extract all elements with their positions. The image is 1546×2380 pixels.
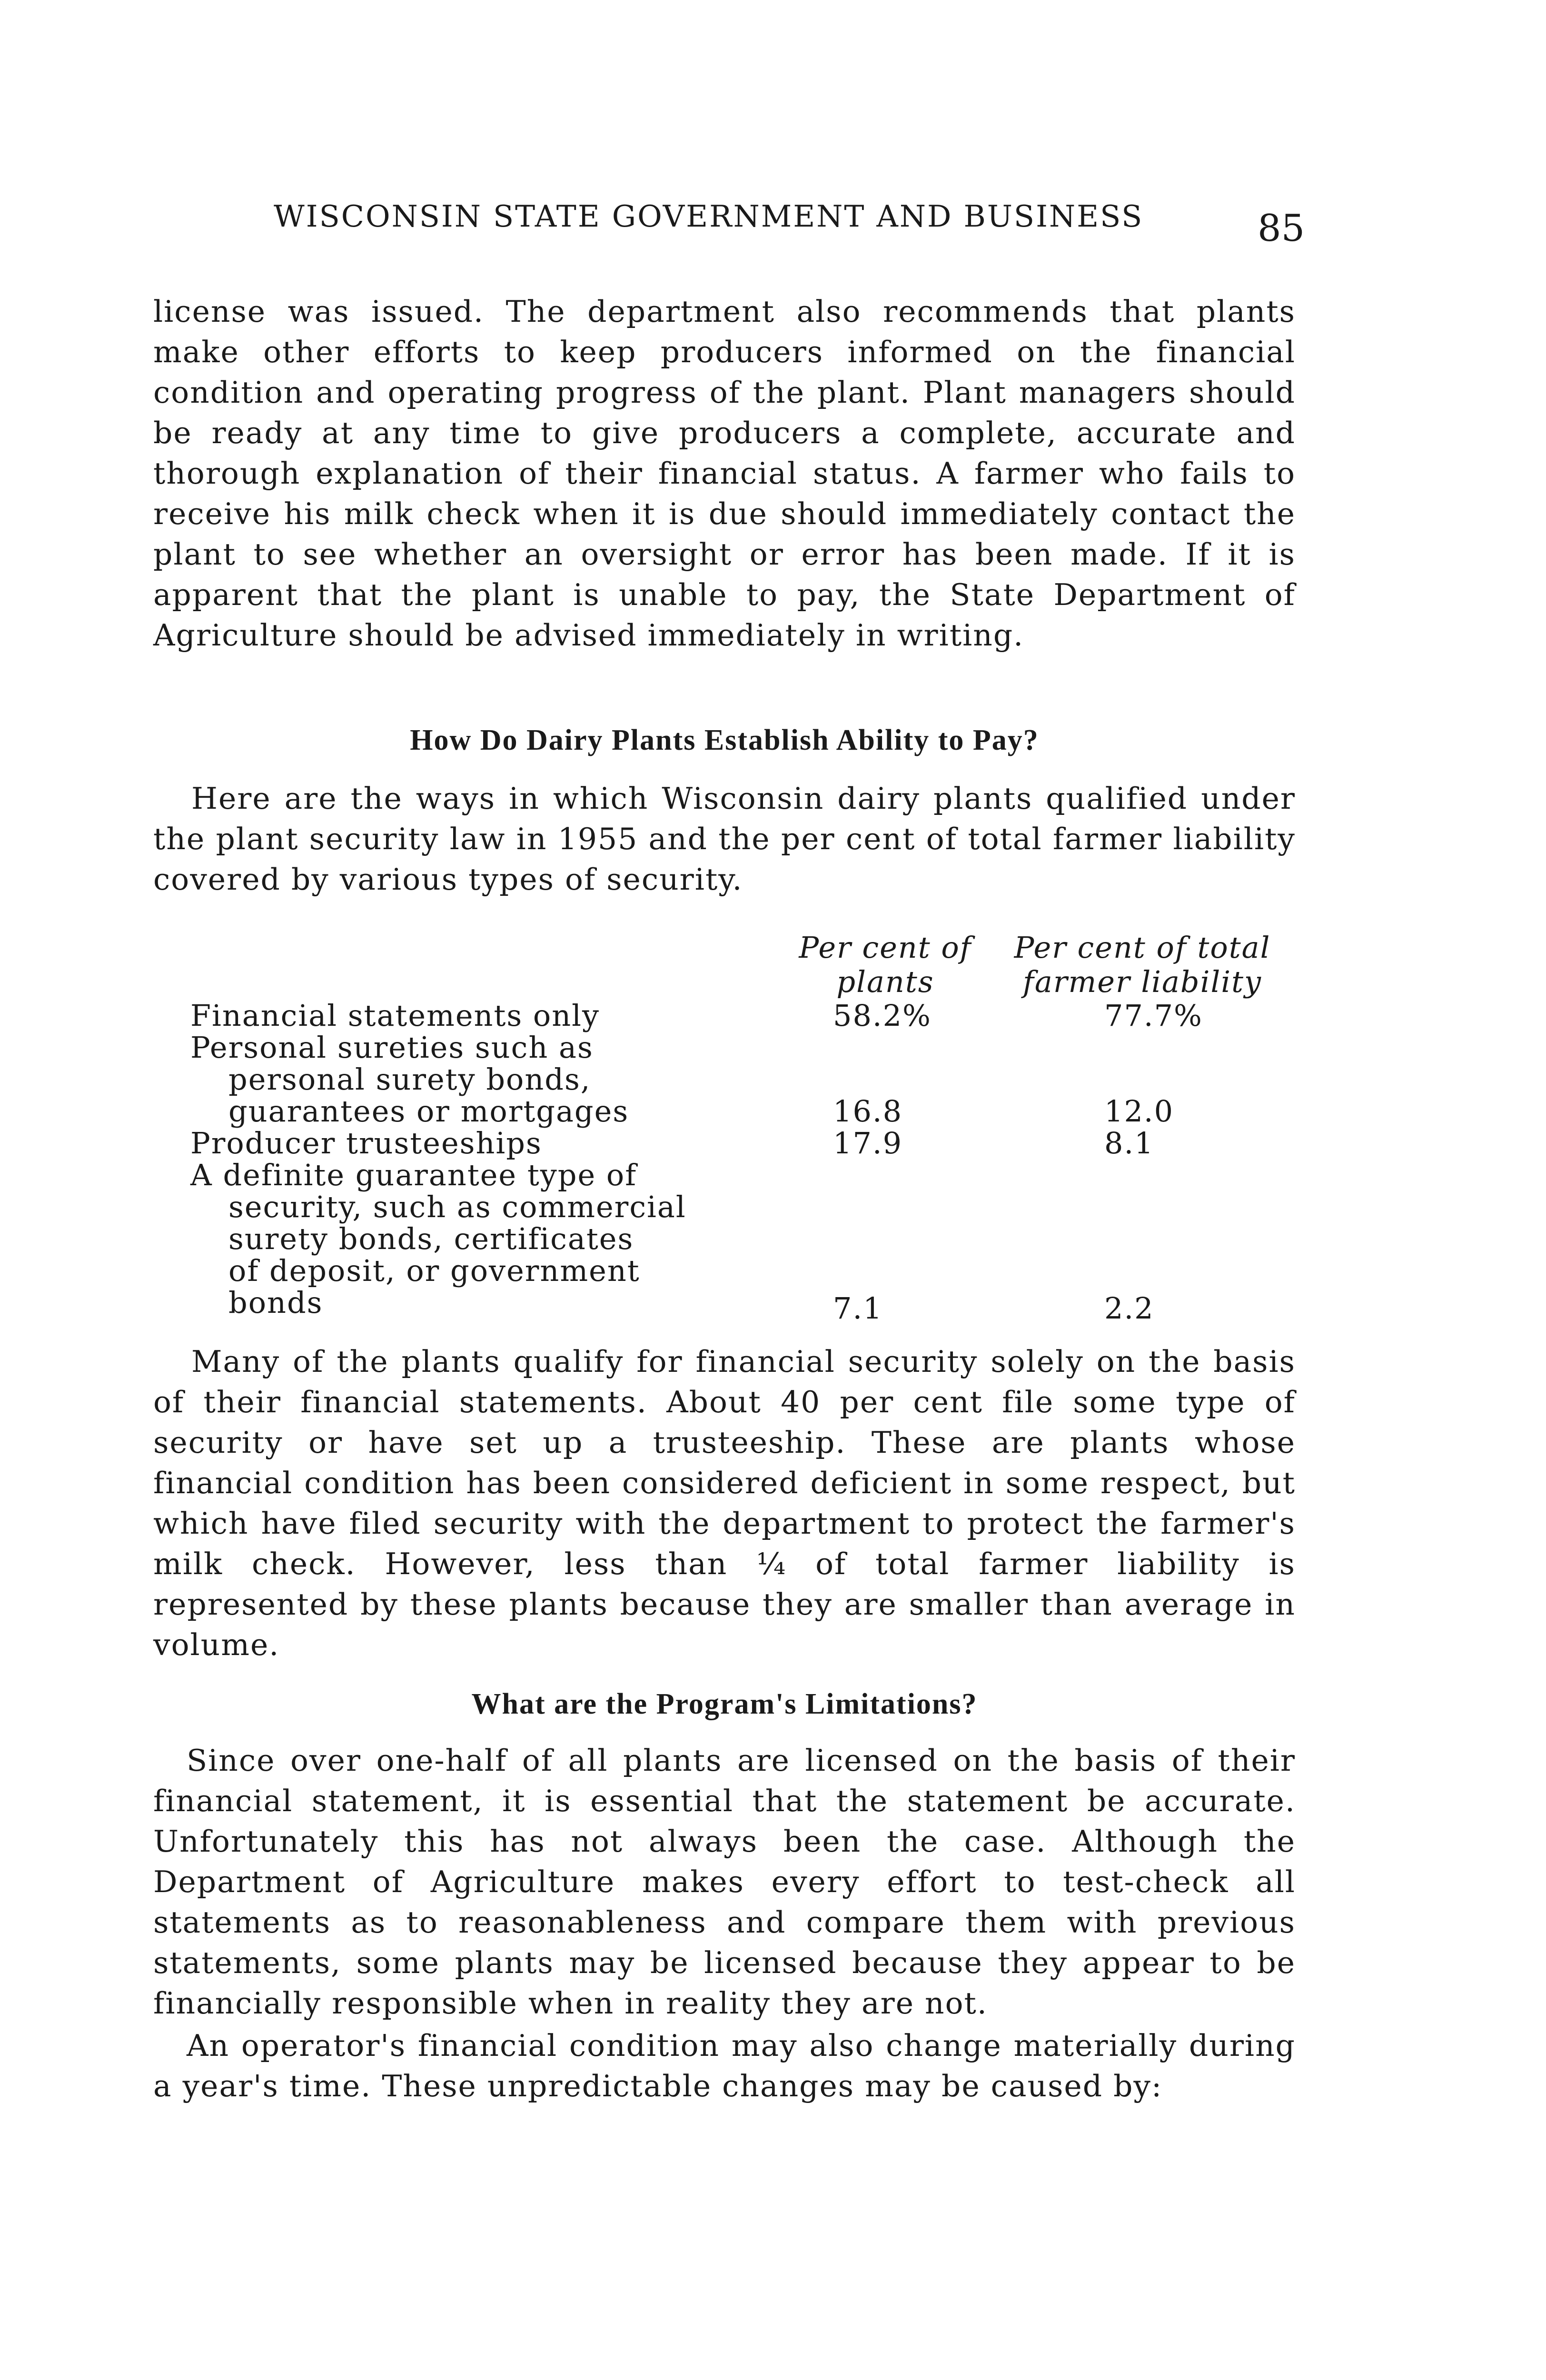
row-label-line: Financial statements only [190, 998, 600, 1033]
cell-percent-liability: 77.7% [1104, 998, 1203, 1033]
cell-percent-plants: 58.2% [833, 998, 932, 1033]
row-label-line: A definite guarantee type of [190, 1158, 637, 1192]
section-heading-ability-to-pay: How Do Dairy Plants Establish Ability to Pay? [410, 724, 1039, 756]
row-label-line: Producer trusteeships [190, 1126, 542, 1160]
paragraph-license-issued: license was issued. The department also recommends that plants make other efforts to keep producers informed on the financial condition and operating progress of the plant. Plant managers should be ready at any time to give producers a complete, accurate and thorough explanation of their financial status. A farmer who fails to receive his milk check when it is due should immediately contact the plant to see whether an oversight or error has been made. If it is apparent that the plant is unable to pay, the State Department of Agriculture should be advised immediately in writing. [153, 294, 1296, 653]
column-header-liability-line2: farmer liability [1022, 964, 1262, 999]
page-number: 85 [1258, 207, 1305, 250]
column-header-liability-line1: Per cent of total [1014, 930, 1271, 965]
row-label [190, 1000, 752, 1031]
cell-percent-liability: 12.0 [1104, 1094, 1174, 1129]
cell-percent-plants: 7.1 [833, 1291, 883, 1326]
cell-percent-liability: 2.2 [1104, 1291, 1154, 1326]
cell-percent-plants: 17.9 [833, 1126, 903, 1160]
row-label [190, 1159, 752, 1319]
row-label [190, 1127, 752, 1159]
column-header-plants-line2: plants [836, 964, 934, 999]
column-header-plants-line1: Per cent of [799, 930, 972, 965]
row-label-line: Personal sureties such as [190, 1030, 594, 1065]
row-label-line: personal surety bonds, [228, 1062, 591, 1097]
row-label-line: surety bonds, certificates [228, 1221, 634, 1256]
paragraph-condition-changes: An operator's financial condition may also change materially during a year's time. These unpredictable changes may be caused by: [153, 2028, 1296, 2103]
paragraph-ways-qualified: Here are the ways in which Wisconsin dairy plants qualified under the plant security law in 1955 and the per cent of total farmer liability covered by various types of security. [153, 781, 1296, 897]
security-table [190, 931, 1295, 1326]
cell-percent-plants: 16.8 [833, 1094, 903, 1129]
row-label-line: of deposit, or government [228, 1253, 640, 1288]
section-heading-limitations: What are the Program's Limitations? [471, 1688, 978, 1720]
column-header-liability [1009, 931, 1276, 999]
paragraph-financial-statement-accuracy: Since over one-half of all plants are licensed on the basis of their financial statement, it is essential that the statement be accurate. Unfortunately this has not always been the case. Although the Department of Agriculture makes every effort to test-check all statements as to reasonableness and compare them with previous statements, some plants may be licensed because they appear to be financially responsible when in reality they are not. [153, 1743, 1296, 2021]
row-label-line: bonds [228, 1285, 323, 1320]
cell-percent-liability: 8.1 [1104, 1126, 1154, 1160]
row-label [190, 1031, 752, 1127]
column-header-plants [785, 931, 985, 999]
running-head: WISCONSIN STATE GOVERNMENT AND BUSINESS [274, 199, 1144, 234]
row-label-line: guarantees or mortgages [228, 1094, 629, 1129]
paragraph-financial-security-basis: Many of the plants qualify for financial security solely on the basis of their financial statements. About 40 per cent file some type of security or have set up a trusteeship. These are plants whose financial condition has been considered deficient in some respect, but which have filed security with the department to protect the farmer's milk check. However, less than ¼ of total farmer liability is represented by these plants because they are smaller than average in volume. [153, 1344, 1296, 1662]
row-label-line: security, such as commercial [228, 1190, 686, 1224]
